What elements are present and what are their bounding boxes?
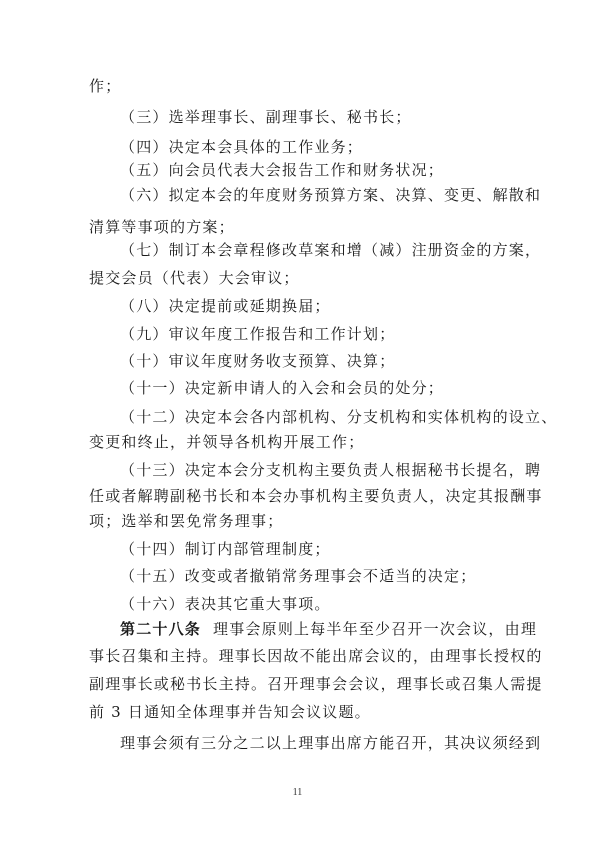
text-line: （十五）改变或者撤销常务理事会不适当的决定； [120,567,477,585]
article-28-first-line [120,619,538,639]
text-line: （十二）决定本会各内部机构、分支机构和实体机构的设立、 [120,408,558,426]
text-line: 变更和终止，并领导各机构开展工作； [89,433,365,451]
page-number: 11 [292,787,303,798]
article-text: 理事会原则上每半年至少召开一次会议，由理 [213,620,538,638]
text-line: （十四）制订内部管理制度； [120,540,331,558]
text-line: （六）拟定本会的年度财务预算方案、决算、变更、解散和 [120,186,542,204]
text-line: （十）审议年度财务收支预算、决算； [120,352,396,370]
text-line: （五）向会员代表大会报告工作和财务状况； [120,161,445,179]
text-line: 事长召集和主持。理事长因故不能出席会议的，由理事长授权的 [89,647,543,665]
text-line: （八）决定提前或延期换届； [120,297,331,315]
text-line: （十一）决定新申请人的入会和会员的处分； [120,379,445,397]
text-line: （九）审议年度工作报告和工作计划； [120,325,396,343]
text-line: 理事会须有三分之二以上理事出席方能召开，其决议须经到 [120,734,542,752]
text-line: （三）选举理事长、副理事长、秘书长； [120,108,412,126]
text-line: 清算等事项的方案； [89,218,235,236]
article-heading: 第二十八条 [120,620,202,638]
text-line: 任或者解聘副秘书长和本会办事机构主要负责人，决定其报酬事 [89,487,543,505]
text-line: 提交会员（代表）大会审议； [89,269,300,287]
text-line: 作； [89,77,122,95]
text-line: （七）制订本会章程修改草案和增（减）注册资金的方案， [120,241,542,259]
text-line: （十三）决定本会分支机构主要负责人根据秘书长提名，聘 [120,461,542,479]
text-line: （十六）表决其它重大事项。 [120,595,331,613]
text-line: （四）决定本会具体的工作业务； [120,138,364,156]
text-line: 项；选举和罢免常务理事； [89,512,284,530]
text-line: 副理事长或秘书长主持。召开理事会会议，理事长或召集人需提 [89,675,543,693]
text-line: 前 3 日通知全体理事并告知会议议题。 [89,703,371,721]
